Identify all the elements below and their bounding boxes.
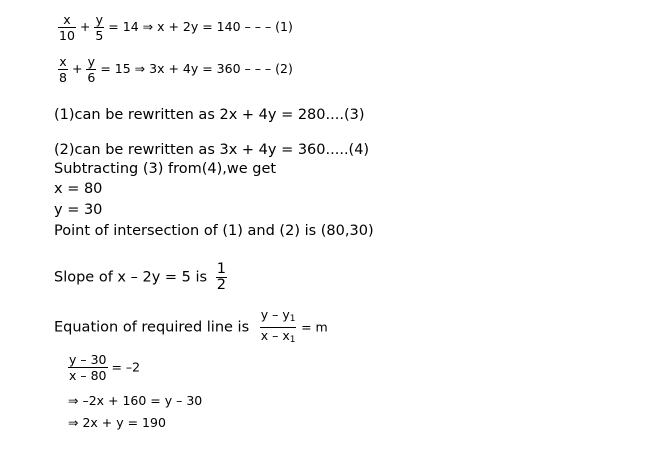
plus-sign: + bbox=[79, 19, 91, 34]
numerator: x bbox=[59, 54, 67, 69]
numerator: x bbox=[58, 12, 76, 28]
denominator: 10 bbox=[59, 28, 75, 43]
numerator: y bbox=[87, 54, 96, 69]
slope-fraction bbox=[216, 262, 227, 293]
numerator: y bbox=[95, 12, 104, 27]
denominator: 5 bbox=[95, 28, 104, 43]
numerator: y – 30 bbox=[69, 352, 107, 367]
step-1-rest: = –2 bbox=[111, 359, 141, 375]
slope-text: Slope of x – 2y = 5 is bbox=[54, 269, 208, 286]
point-slope-fraction bbox=[260, 307, 297, 348]
numerator: 1 bbox=[216, 261, 226, 277]
equation-1 bbox=[58, 12, 293, 43]
numerator bbox=[260, 307, 297, 328]
denominator: 8 bbox=[59, 70, 67, 85]
fraction-x-over-10 bbox=[58, 12, 76, 43]
subscript: 1 bbox=[289, 314, 296, 324]
slope-line bbox=[54, 262, 227, 293]
y-value: y = 30 bbox=[54, 202, 103, 218]
subscript: 1 bbox=[289, 335, 296, 345]
equation-2-rest: = 15 ⇒ 3x + 4y = 360 – – – (2) bbox=[100, 61, 293, 76]
denominator: 2 bbox=[216, 277, 226, 293]
fraction-x-over-8 bbox=[58, 54, 68, 85]
denominator bbox=[260, 328, 297, 348]
x-value: x = 80 bbox=[54, 181, 103, 197]
equation-text: Equation of required line is bbox=[54, 319, 250, 336]
step-1-fraction bbox=[68, 352, 108, 383]
rewrite-line-3: (1)can be rewritten as 2x + 4y = 280....(3) bbox=[54, 107, 365, 123]
denominator-text: x – x bbox=[260, 328, 290, 343]
denominator: x – 80 bbox=[69, 368, 107, 383]
denominator: 6 bbox=[87, 70, 96, 85]
equation-2 bbox=[58, 54, 293, 85]
subtracting-line: Subtracting (3) from(4),we get bbox=[54, 161, 277, 177]
equation-rest: = m bbox=[301, 319, 328, 335]
fraction-y-over-5 bbox=[94, 12, 104, 43]
step-1 bbox=[68, 352, 140, 383]
equation-1-rest: = 14 ⇒ x + 2y = 140 – – – (1) bbox=[108, 19, 293, 34]
intersection-point: Point of intersection of (1) and (2) is (80,30) bbox=[54, 223, 374, 239]
plus-sign: + bbox=[71, 61, 83, 76]
numerator-text: y – y bbox=[260, 307, 290, 322]
rewrite-line-4: (2)can be rewritten as 3x + 4y = 360.....(4) bbox=[54, 142, 370, 158]
fraction-y-over-6 bbox=[86, 54, 96, 85]
required-line-equation bbox=[54, 307, 328, 348]
step-3: ⇒ 2x + y = 190 bbox=[68, 415, 166, 430]
step-2: ⇒ –2x + 160 = y – 30 bbox=[68, 393, 203, 408]
